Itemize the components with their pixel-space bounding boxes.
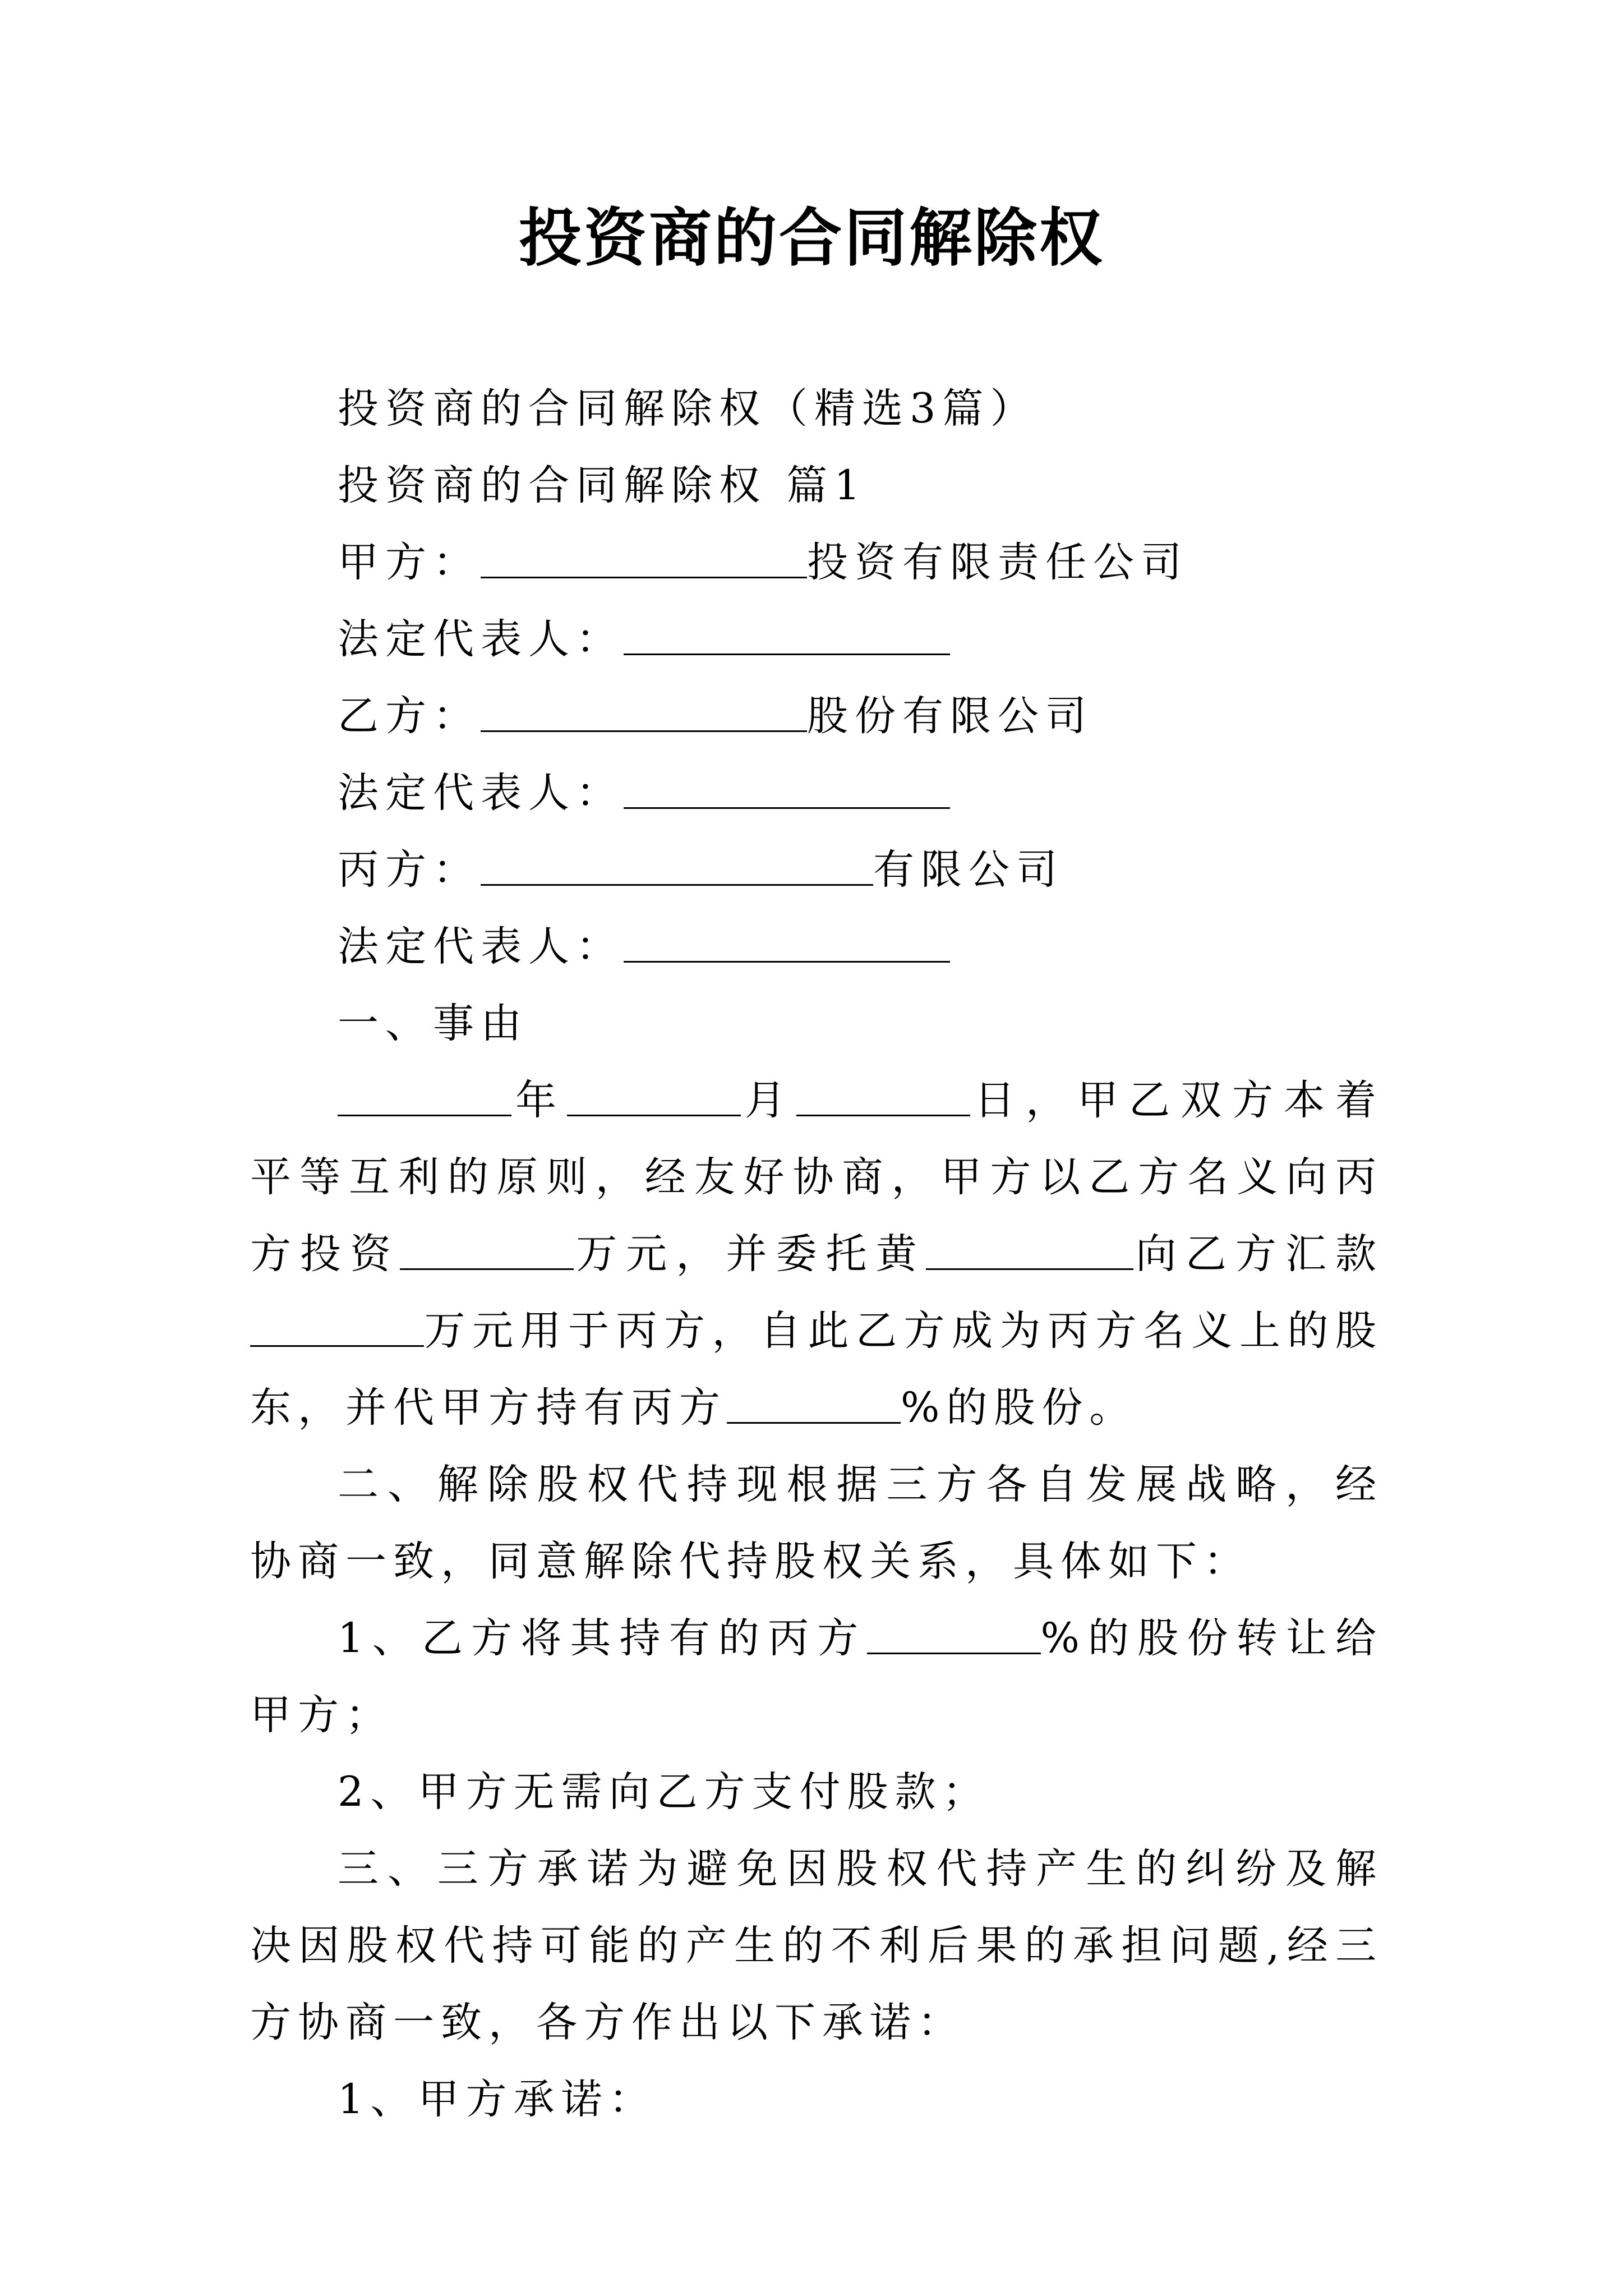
party-a-rep-line: 法定代表人： (250, 601, 1383, 678)
party-b-rep-blank (624, 770, 950, 809)
document-body (250, 370, 1383, 2138)
section-heading: 投资商的合同解除权 篇1 (338, 462, 867, 509)
subtitle: 投资商的合同解除权（精选3篇） (338, 385, 1038, 432)
party-b-line: 乙方： 股份有限公司 (338, 692, 1093, 740)
year-blank (338, 1078, 511, 1116)
party-b-rep-line: 法定代表人： (250, 754, 1383, 831)
clause1-paragraph: 年 月 日，甲乙双方本着平等互利的原则，经友好协商，甲方以乙方名义向丙方投资 万元，并委托黄 向乙方汇款万元用于丙方，自此乙方成为丙方名义上的股东，并代甲方持有丙方 %的股份。 (250, 1076, 1383, 1432)
day-blank (796, 1078, 970, 1116)
clause2-item1: 1、乙方将其持有的丙方 %的股份转让给甲方； (250, 1614, 1383, 1739)
clause2-item2: 2、甲方无需向乙方支付股款； (338, 1768, 990, 1816)
party-a-rep-blank (624, 616, 950, 655)
document-title: 投资商的合同解除权 (519, 201, 1104, 275)
party-c-rep-blank (624, 924, 950, 963)
clause1-heading: 一、事由 (338, 1000, 528, 1047)
party-a-line: 甲方： 投资有限责任公司 (338, 539, 1188, 586)
remit-amount-blank (250, 1308, 424, 1347)
party-a-blank (481, 540, 807, 578)
party-c-blank (481, 847, 873, 886)
trustee-blank (926, 1231, 1133, 1270)
party-c-rep-line: 法定代表人： (250, 908, 1383, 985)
month-blank (567, 1078, 741, 1116)
amount-blank (400, 1231, 574, 1270)
clause3-item1: 1、甲方承诺： (338, 2076, 657, 2123)
party-c-line: 丙方： 有限公司 (338, 846, 1064, 894)
clause2-paragraph: 二、解除股权代持现根据三方各自发展战略，经协商一致，同意解除代持股权关系，具体如下： (250, 1461, 1383, 1585)
party-b-blank (481, 693, 807, 732)
share-pct-blank (727, 1385, 901, 1424)
clause3-paragraph: 三、三方承诺为避免因股权代持产生的纠纷及解决因股权代持可能的产生的不利后果的承担问题,经三方协商一致，各方作出以下承诺： (250, 1845, 1383, 2046)
transfer-pct-blank (867, 1616, 1041, 1654)
